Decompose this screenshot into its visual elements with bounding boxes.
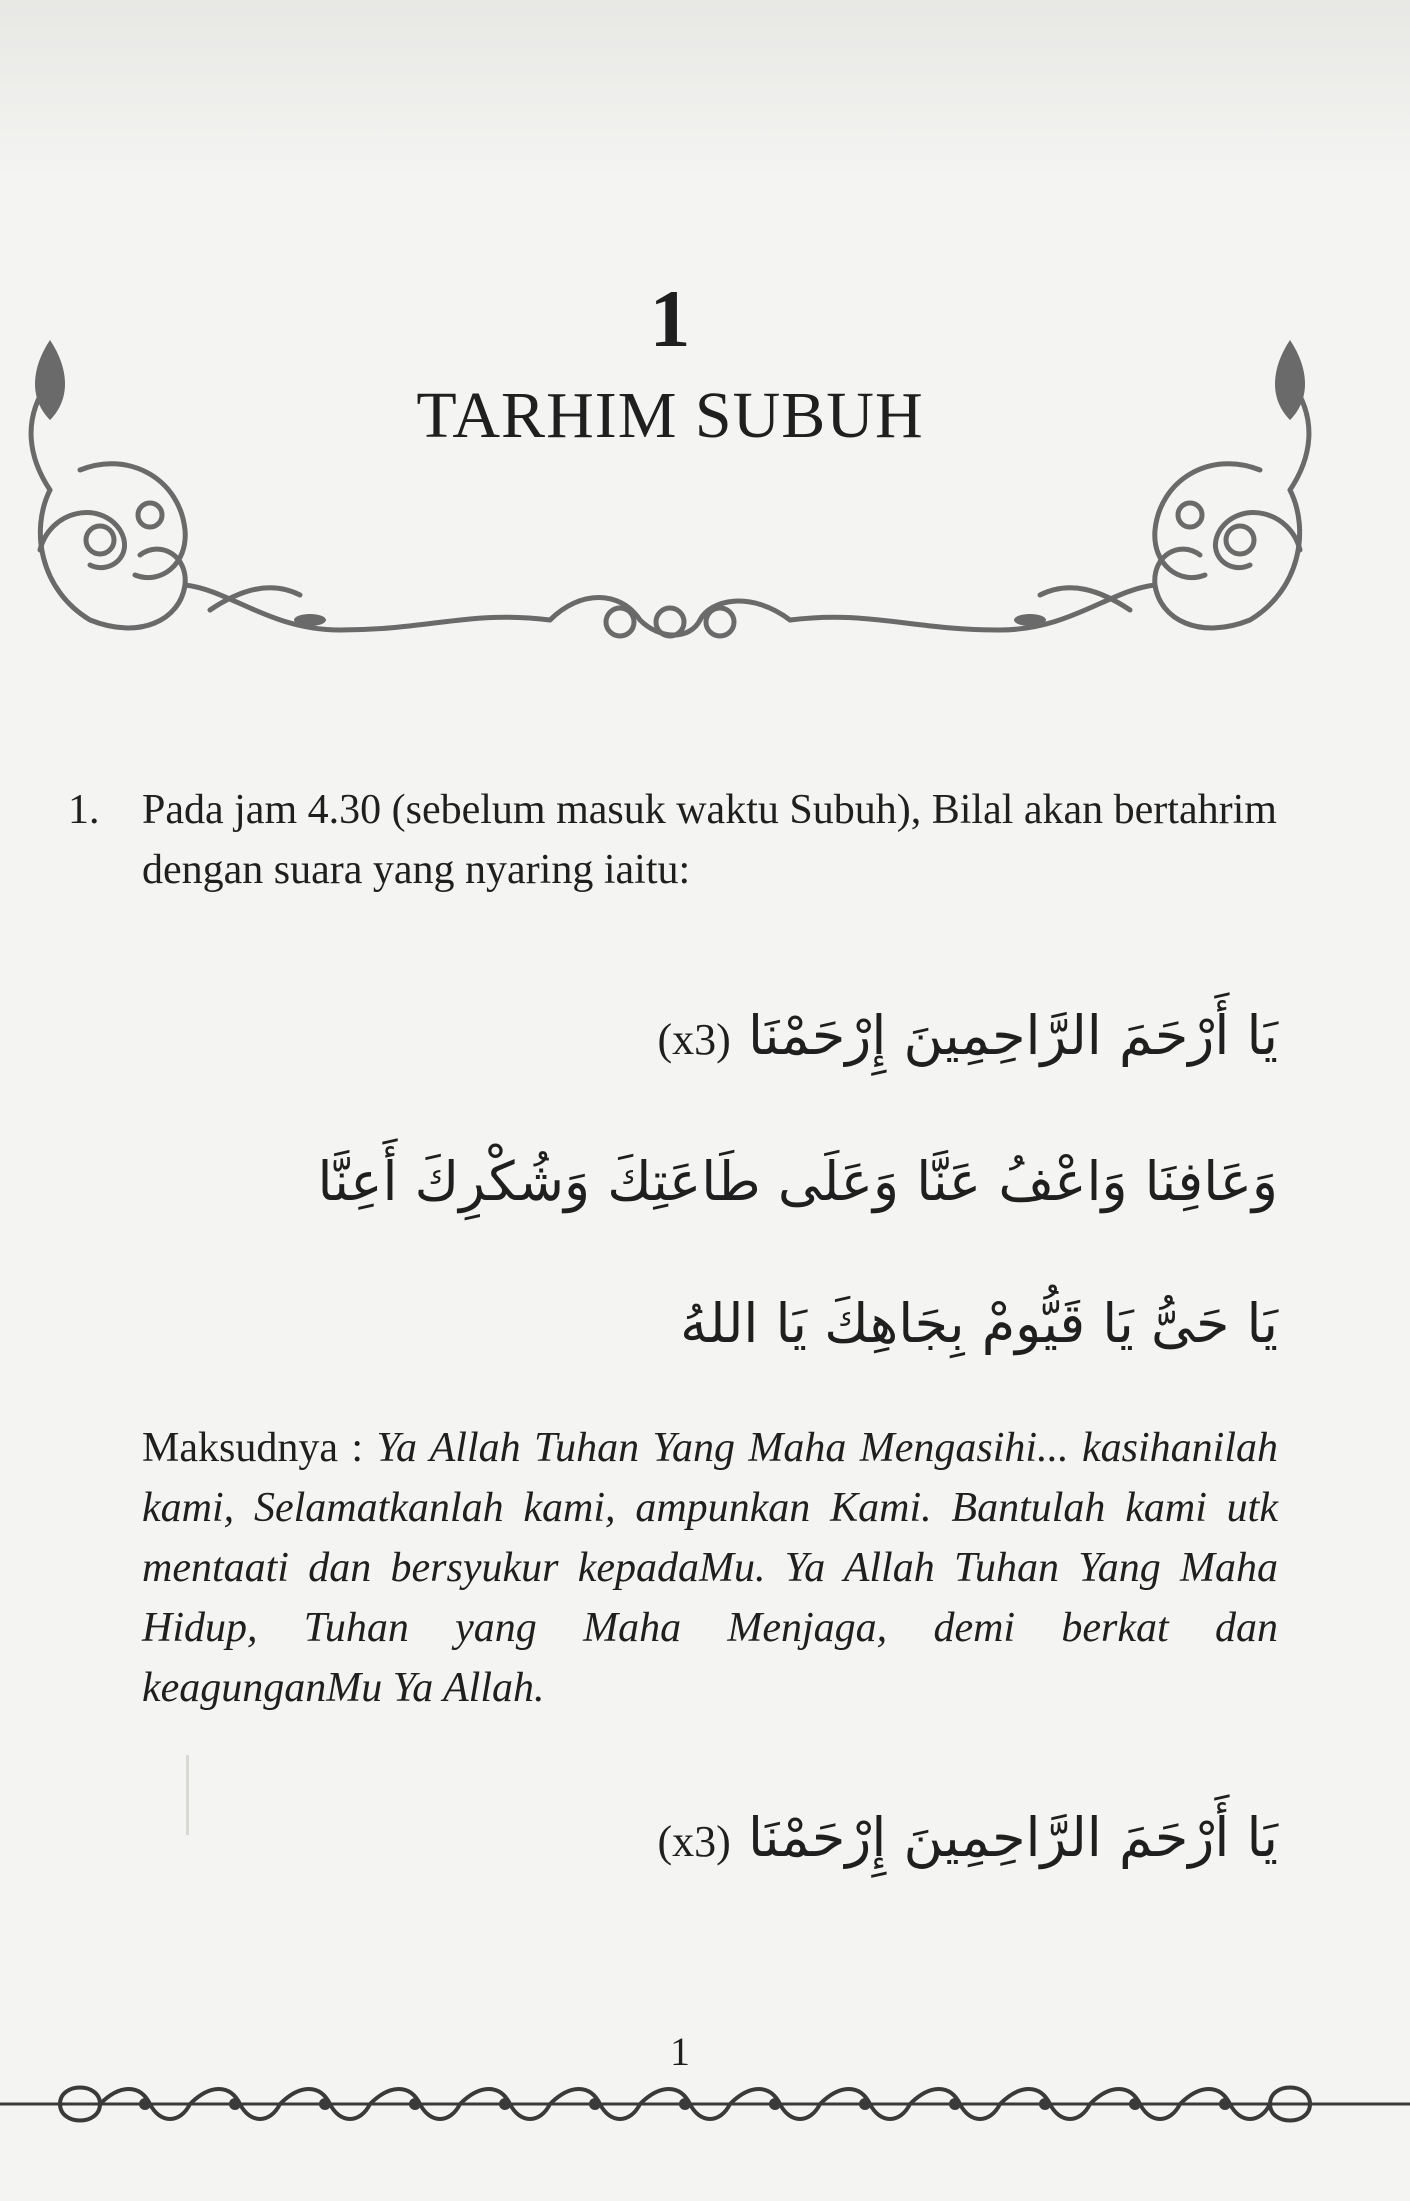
list-item-number: 1.: [68, 787, 100, 833]
list-item: [68, 780, 1278, 900]
arabic-text: يَا أَرْحَمَ الرَّاحِمِينَ إِرْحَمْنَا: [747, 1004, 1278, 1067]
margin-mark: [186, 1755, 189, 1835]
page-content: [68, 780, 1278, 1882]
arabic-line-3: [68, 1284, 1284, 1364]
page-number: 1: [670, 2029, 690, 2074]
footer-ornament: [0, 2070, 1410, 2140]
repeat-count: (x3): [657, 1817, 731, 1866]
meaning-text: Ya Allah Tuhan Yang Maha Mengasihi... kasihanilah kami, Selamatkanlah kami, ampunkan Kami. Bantulah kami utk mentaati dan bersyukur kepadaMu. Ya Allah Tuhan Yang Maha Hidup, Tuhan yang Maha Menjaga, demi berkat dan keagunganMu Ya Allah.: [142, 1425, 1278, 1711]
arabic-line-4: [68, 1798, 1284, 1882]
arabic-line-2: [68, 1142, 1284, 1222]
arabic-text: يَا أَرْحَمَ الرَّاحِمِينَ إِرْحَمْنَا: [747, 1806, 1278, 1869]
repeat-count: (x3): [657, 1015, 731, 1064]
meaning-label: Maksudnya :: [142, 1425, 377, 1471]
paper-show-through: [0, 0, 1410, 180]
arabic-text: يَا حَىُّ يَا قَيُّومْ بِجَاهِكَ يَا اللهُ: [680, 1292, 1278, 1355]
list-item-text: Pada jam 4.30 (sebelum masuk waktu Subuh), Bilal akan bertahrim dengan suara yang nyaring iaitu:: [142, 787, 1277, 893]
meaning-paragraph: [142, 1418, 1278, 1718]
arabic-text: وَعَافِنَا وَاعْفُ عَنَّا وَعَلَى طَاعَتِكَ وَشُكْرِكَ أَعِنَّا: [317, 1150, 1278, 1213]
arabic-line-1: [68, 996, 1284, 1080]
chapter-number: 1: [649, 273, 691, 364]
chapter-title: TARHIM SUBUH: [416, 379, 924, 452]
